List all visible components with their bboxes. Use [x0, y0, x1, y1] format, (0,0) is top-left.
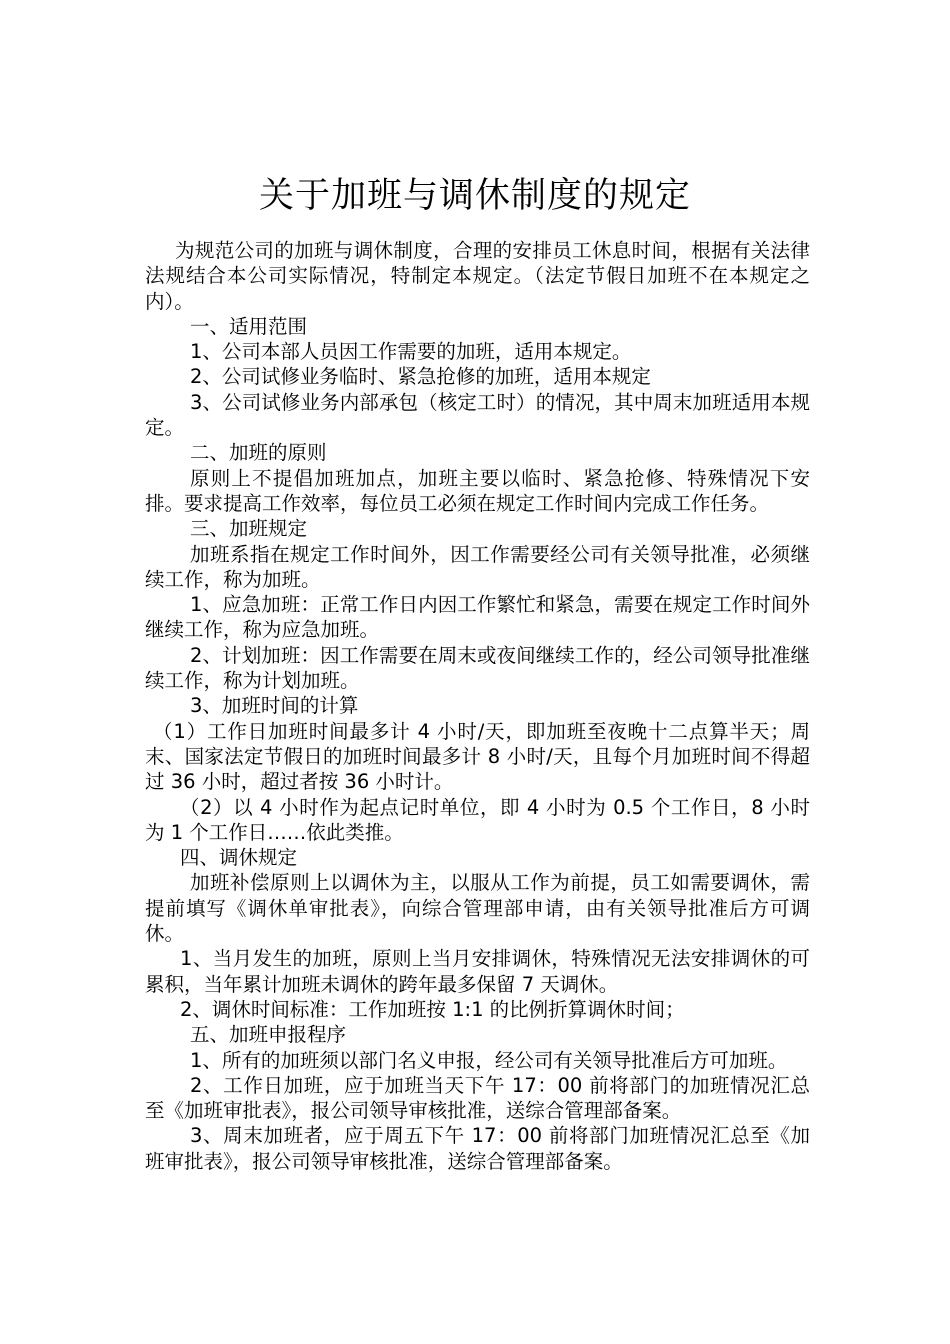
rules-item-1: 1、应急加班：正常工作日内因工作繁忙和紧急，需要在规定工作时间外继续工作，称为应急加班。 — [145, 593, 810, 642]
procedure-item-3: 3、周末加班者，应于周五下午 17：00 前将部门加班情况汇总至《加班审批表》，报公司领导审核批准，送综合管理部备案。 — [145, 1124, 810, 1173]
rules-definition: 加班系指在规定工作时间外，因工作需要经公司有关领导批准，必须继续工作，称为加班。 — [145, 542, 810, 591]
section-heading-scope: 一、适用范围 — [190, 314, 308, 338]
section-heading-principle: 二、加班的原则 — [190, 441, 327, 465]
document-body — [145, 238, 810, 1174]
calc-item-1: （1）工作日加班时间最多计 4 小时/天，即加班至夜晚十二点算半天；周末、国家法定节假日的加班时间最多计 8 小时/天，且每个月加班时间不得超过 36 小时，超过者按 36 小时计。 — [145, 719, 810, 794]
calc-item-2: （2）以 4 小时作为起点记时单位，即 4 小时为 0.5 个工作日，8 小时为 1 个工作日……依此类推。 — [145, 795, 810, 844]
section-heading-procedure: 五、加班申报程序 — [190, 1023, 347, 1047]
scope-item-3: 3、公司试修业务内部承包（核定工时）的情况，其中周末加班适用本规定。 — [145, 390, 810, 440]
rules-item-2: 2、计划加班：因工作需要在周末或夜间继续工作的，经公司领导批准继续工作，称为计划加班。 — [145, 643, 810, 693]
scope-item-1: 1、公司本部人员因工作需要的加班，适用本规定。 — [190, 340, 632, 364]
rules-item-3: 3、加班时间的计算 — [190, 694, 359, 718]
compensatory-paragraph: 加班补偿原则上以调休为主，以服从工作为前提，员工如需要调休，需提前填写《调休单审批表》，向综合管理部申请，由有关领导批准后方可调休。 — [145, 871, 810, 946]
procedure-item-1: 1、所有的加班须以部门名义申报，经公司有关领导批准后方可加班。 — [190, 1048, 788, 1072]
section-heading-compensatory: 四、调休规定 — [180, 846, 298, 870]
compensatory-item-2: 2、调休时间标准：工作加班按 1:1 的比例折算调休时间； — [180, 997, 685, 1021]
section-heading-rules: 三、加班规定 — [190, 517, 308, 541]
compensatory-item-1: 1、当月发生的加班，原则上当月安排调休，特殊情况无法安排调休的可累积，当年累计加班未调休的跨年最多保留 7 天调休。 — [145, 947, 810, 996]
document-title: 关于加班与调休制度的规定 — [258, 176, 691, 216]
procedure-item-2: 2、工作日加班，应于加班当天下午 17：00 前将部门的加班情况汇总至《加班审批表》，报公司领导审核批准，送综合管理部备案。 — [145, 1073, 810, 1123]
scope-item-2: 2、公司试修业务临时、紧急抢修的加班，适用本规定 — [190, 365, 651, 389]
intro-paragraph: 为规范公司的加班与调休制度，合理的安排员工休息时间，根据有关法律法规结合本公司实际情况，特制定本规定。（法定节假日加班不在本规定之内）。 — [145, 239, 810, 313]
principle-paragraph: 原则上不提倡加班加点，加班主要以临时、紧急抢修、特殊情况下安排。要求提高工作效率，每位员工必须在规定工作时间内完成工作任务。 — [145, 466, 810, 515]
